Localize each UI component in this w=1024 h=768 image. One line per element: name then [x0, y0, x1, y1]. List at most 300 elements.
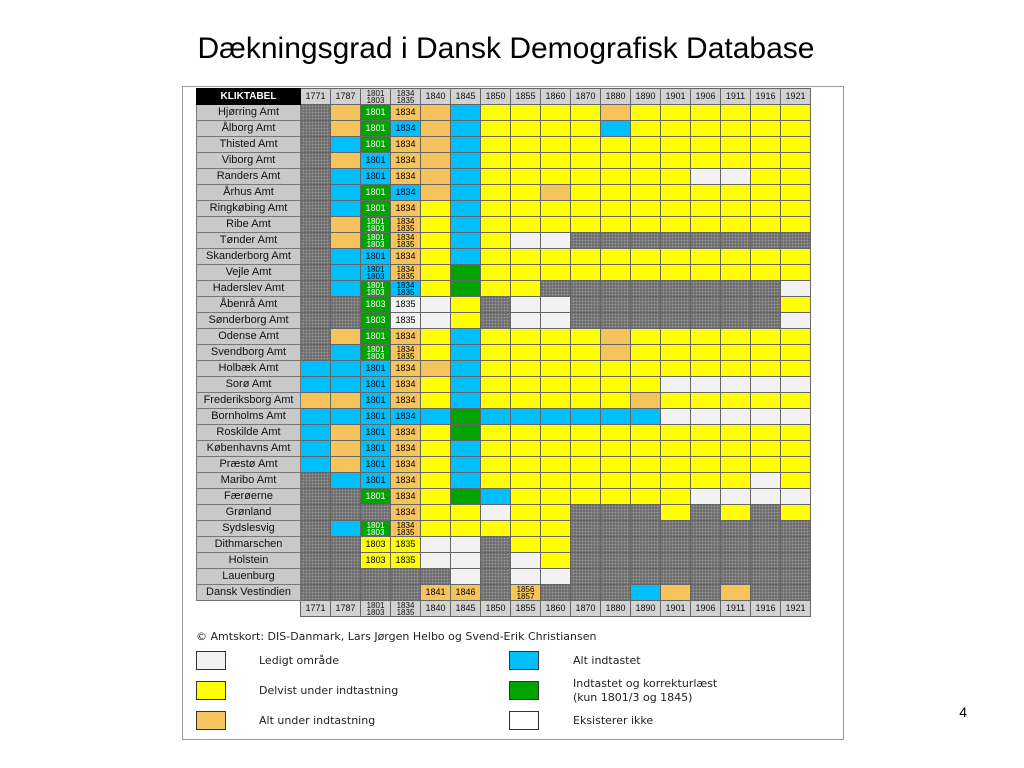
coverage-cell[interactable]: [451, 265, 481, 281]
coverage-cell[interactable]: [511, 409, 541, 425]
coverage-cell[interactable]: [481, 489, 511, 505]
coverage-cell[interactable]: [691, 121, 721, 137]
coverage-cell[interactable]: [511, 457, 541, 473]
coverage-cell[interactable]: [691, 457, 721, 473]
coverage-cell[interactable]: [631, 201, 661, 217]
year-header-1860[interactable]: 1860: [541, 601, 571, 617]
coverage-cell[interactable]: [631, 377, 661, 393]
coverage-cell[interactable]: [541, 569, 571, 585]
coverage-cell[interactable]: 1801 1803: [361, 265, 391, 281]
coverage-cell[interactable]: 1801: [361, 457, 391, 473]
coverage-cell[interactable]: [751, 425, 781, 441]
coverage-cell[interactable]: 1834 1835: [391, 521, 421, 537]
year-header-1855[interactable]: 1855: [511, 89, 541, 105]
coverage-cell[interactable]: [451, 121, 481, 137]
county-label[interactable]: Sydslesvig: [197, 521, 301, 537]
coverage-cell[interactable]: [481, 121, 511, 137]
coverage-cell[interactable]: [691, 425, 721, 441]
coverage-cell[interactable]: [541, 457, 571, 473]
coverage-cell[interactable]: [691, 137, 721, 153]
coverage-cell[interactable]: [511, 521, 541, 537]
coverage-cell[interactable]: [511, 569, 541, 585]
coverage-cell[interactable]: [481, 329, 511, 345]
coverage-cell[interactable]: [751, 345, 781, 361]
year-header-1840[interactable]: 1840: [421, 601, 451, 617]
coverage-cell[interactable]: [541, 505, 571, 521]
coverage-cell[interactable]: [751, 393, 781, 409]
coverage-cell[interactable]: [781, 265, 811, 281]
year-header-1916[interactable]: 1916: [751, 89, 781, 105]
coverage-cell[interactable]: [331, 361, 361, 377]
coverage-cell[interactable]: [601, 473, 631, 489]
coverage-cell[interactable]: 1834: [391, 505, 421, 521]
coverage-cell[interactable]: [451, 377, 481, 393]
coverage-cell[interactable]: [781, 489, 811, 505]
year-header-1911[interactable]: 1911: [721, 601, 751, 617]
county-label[interactable]: Holbæk Amt: [197, 361, 301, 377]
county-label[interactable]: Svendborg Amt: [197, 345, 301, 361]
coverage-cell[interactable]: [721, 489, 751, 505]
coverage-cell[interactable]: [601, 377, 631, 393]
coverage-cell[interactable]: [451, 233, 481, 249]
year-header-1801[interactable]: 1801 1803: [361, 89, 391, 105]
coverage-cell[interactable]: [421, 281, 451, 297]
county-label[interactable]: Vejle Amt: [197, 265, 301, 281]
coverage-cell[interactable]: [751, 249, 781, 265]
coverage-cell[interactable]: [571, 377, 601, 393]
coverage-cell[interactable]: [451, 489, 481, 505]
coverage-cell[interactable]: 1835: [391, 537, 421, 553]
coverage-cell[interactable]: [721, 457, 751, 473]
coverage-cell[interactable]: [451, 153, 481, 169]
coverage-cell[interactable]: [781, 137, 811, 153]
coverage-cell[interactable]: [511, 169, 541, 185]
county-label[interactable]: Århus Amt: [197, 185, 301, 201]
coverage-cell[interactable]: [511, 153, 541, 169]
coverage-cell[interactable]: [481, 105, 511, 121]
coverage-cell[interactable]: [601, 329, 631, 345]
coverage-cell[interactable]: [631, 345, 661, 361]
county-label[interactable]: Præstø Amt: [197, 457, 301, 473]
year-header-1880[interactable]: 1880: [601, 601, 631, 617]
coverage-cell[interactable]: 1834: [391, 473, 421, 489]
coverage-cell[interactable]: [481, 169, 511, 185]
coverage-cell[interactable]: 1834: [391, 169, 421, 185]
county-label[interactable]: Ålborg Amt: [197, 121, 301, 137]
coverage-cell[interactable]: [601, 361, 631, 377]
coverage-cell[interactable]: [571, 329, 601, 345]
coverage-cell[interactable]: [661, 217, 691, 233]
coverage-cell[interactable]: [601, 489, 631, 505]
coverage-cell[interactable]: [421, 329, 451, 345]
coverage-cell[interactable]: [541, 137, 571, 153]
coverage-cell[interactable]: 1801: [361, 121, 391, 137]
coverage-cell[interactable]: [691, 345, 721, 361]
coverage-cell[interactable]: [661, 121, 691, 137]
coverage-cell[interactable]: [421, 537, 451, 553]
coverage-cell[interactable]: 1834: [391, 105, 421, 121]
coverage-cell[interactable]: [541, 425, 571, 441]
coverage-cell[interactable]: [631, 473, 661, 489]
coverage-cell[interactable]: 1835: [391, 297, 421, 313]
coverage-cell[interactable]: [481, 393, 511, 409]
coverage-cell[interactable]: [331, 201, 361, 217]
coverage-cell[interactable]: [481, 185, 511, 201]
coverage-cell[interactable]: [451, 105, 481, 121]
coverage-cell[interactable]: [541, 153, 571, 169]
coverage-cell[interactable]: [451, 505, 481, 521]
coverage-cell[interactable]: [301, 457, 331, 473]
coverage-cell[interactable]: [541, 201, 571, 217]
coverage-cell[interactable]: [631, 329, 661, 345]
coverage-cell[interactable]: [571, 137, 601, 153]
coverage-cell[interactable]: [421, 361, 451, 377]
year-header-1787[interactable]: 1787: [331, 89, 361, 105]
coverage-cell[interactable]: [541, 473, 571, 489]
year-header-1901[interactable]: 1901: [661, 89, 691, 105]
coverage-cell[interactable]: [331, 185, 361, 201]
county-label[interactable]: Bornholms Amt: [197, 409, 301, 425]
year-header-1787[interactable]: 1787: [331, 601, 361, 617]
coverage-cell[interactable]: 1834: [391, 185, 421, 201]
coverage-cell[interactable]: 1801: [361, 377, 391, 393]
coverage-cell[interactable]: [331, 137, 361, 153]
coverage-cell[interactable]: [331, 153, 361, 169]
coverage-cell[interactable]: [451, 521, 481, 537]
coverage-cell[interactable]: [541, 121, 571, 137]
coverage-cell[interactable]: 1801: [361, 441, 391, 457]
coverage-cell[interactable]: [601, 121, 631, 137]
coverage-cell[interactable]: [541, 233, 571, 249]
year-header-1850[interactable]: 1850: [481, 601, 511, 617]
coverage-cell[interactable]: [781, 361, 811, 377]
coverage-cell[interactable]: [781, 457, 811, 473]
coverage-cell[interactable]: [421, 217, 451, 233]
coverage-cell[interactable]: [571, 249, 601, 265]
county-label[interactable]: Ringkøbing Amt: [197, 201, 301, 217]
county-label[interactable]: Randers Amt: [197, 169, 301, 185]
year-header-1906[interactable]: 1906: [691, 89, 721, 105]
coverage-cell[interactable]: 1834 1835: [391, 345, 421, 361]
coverage-cell[interactable]: [751, 361, 781, 377]
coverage-cell[interactable]: [421, 441, 451, 457]
coverage-cell[interactable]: [601, 153, 631, 169]
coverage-cell[interactable]: [631, 153, 661, 169]
coverage-cell[interactable]: [631, 185, 661, 201]
coverage-cell[interactable]: [541, 521, 571, 537]
coverage-cell[interactable]: 1801: [361, 393, 391, 409]
county-label[interactable]: Lauenburg: [197, 569, 301, 585]
coverage-cell[interactable]: [691, 441, 721, 457]
county-label[interactable]: Odense Amt: [197, 329, 301, 345]
coverage-cell[interactable]: [421, 249, 451, 265]
coverage-cell[interactable]: [571, 201, 601, 217]
coverage-cell[interactable]: [331, 521, 361, 537]
coverage-cell[interactable]: [511, 185, 541, 201]
coverage-cell[interactable]: [751, 473, 781, 489]
coverage-cell[interactable]: 1803: [361, 297, 391, 313]
coverage-cell[interactable]: [481, 281, 511, 297]
coverage-cell[interactable]: 1834: [391, 249, 421, 265]
coverage-cell[interactable]: [331, 377, 361, 393]
county-label[interactable]: Hjørring Amt: [197, 105, 301, 121]
coverage-cell[interactable]: [721, 441, 751, 457]
coverage-cell[interactable]: 1834: [391, 329, 421, 345]
county-label[interactable]: Dithmarschen: [197, 537, 301, 553]
coverage-cell[interactable]: [331, 281, 361, 297]
coverage-cell[interactable]: [301, 425, 331, 441]
coverage-cell[interactable]: [601, 217, 631, 233]
year-header-1845[interactable]: 1845: [451, 601, 481, 617]
coverage-cell[interactable]: [661, 441, 691, 457]
coverage-cell[interactable]: [511, 361, 541, 377]
coverage-cell[interactable]: [721, 329, 751, 345]
year-header-1834[interactable]: 1834 1835: [391, 89, 421, 105]
year-header-1911[interactable]: 1911: [721, 89, 751, 105]
coverage-cell[interactable]: 1834: [391, 457, 421, 473]
coverage-cell[interactable]: 1801: [361, 169, 391, 185]
coverage-cell[interactable]: [511, 345, 541, 361]
coverage-cell[interactable]: [721, 201, 751, 217]
coverage-cell[interactable]: 1834: [391, 409, 421, 425]
coverage-cell[interactable]: [481, 521, 511, 537]
coverage-cell[interactable]: 1834: [391, 361, 421, 377]
coverage-cell[interactable]: [571, 441, 601, 457]
year-header-1906[interactable]: 1906: [691, 601, 721, 617]
coverage-cell[interactable]: [331, 249, 361, 265]
coverage-cell[interactable]: [661, 489, 691, 505]
coverage-cell[interactable]: [301, 393, 331, 409]
coverage-cell[interactable]: [631, 489, 661, 505]
county-label[interactable]: Viborg Amt: [197, 153, 301, 169]
coverage-cell[interactable]: [661, 329, 691, 345]
coverage-cell[interactable]: [331, 345, 361, 361]
coverage-cell[interactable]: [511, 489, 541, 505]
coverage-cell[interactable]: [691, 265, 721, 281]
coverage-cell[interactable]: [571, 105, 601, 121]
coverage-cell[interactable]: [781, 153, 811, 169]
coverage-cell[interactable]: [421, 233, 451, 249]
coverage-cell[interactable]: [541, 441, 571, 457]
year-header-1901[interactable]: 1901: [661, 601, 691, 617]
coverage-cell[interactable]: [421, 553, 451, 569]
coverage-cell[interactable]: [541, 185, 571, 201]
coverage-cell[interactable]: [781, 441, 811, 457]
coverage-cell[interactable]: [421, 137, 451, 153]
coverage-cell[interactable]: 1841: [421, 585, 451, 601]
coverage-cell[interactable]: [781, 505, 811, 521]
coverage-cell[interactable]: [541, 393, 571, 409]
county-label[interactable]: Færøerne: [197, 489, 301, 505]
coverage-cell[interactable]: [721, 505, 751, 521]
coverage-cell[interactable]: [451, 217, 481, 233]
coverage-cell[interactable]: [541, 105, 571, 121]
coverage-cell[interactable]: [571, 473, 601, 489]
coverage-cell[interactable]: [721, 249, 751, 265]
coverage-cell[interactable]: [451, 441, 481, 457]
coverage-cell[interactable]: [721, 265, 751, 281]
coverage-cell[interactable]: [451, 393, 481, 409]
coverage-cell[interactable]: 1835: [391, 553, 421, 569]
coverage-cell[interactable]: 1834: [391, 441, 421, 457]
coverage-cell[interactable]: [451, 457, 481, 473]
coverage-cell[interactable]: [691, 377, 721, 393]
coverage-cell[interactable]: [751, 457, 781, 473]
coverage-cell[interactable]: [511, 329, 541, 345]
coverage-cell[interactable]: [691, 361, 721, 377]
coverage-cell[interactable]: [331, 473, 361, 489]
coverage-cell[interactable]: [421, 313, 451, 329]
coverage-cell[interactable]: [421, 377, 451, 393]
coverage-cell[interactable]: 1834 1835: [391, 265, 421, 281]
coverage-cell[interactable]: [451, 473, 481, 489]
coverage-cell[interactable]: [601, 137, 631, 153]
coverage-cell[interactable]: [421, 489, 451, 505]
coverage-cell[interactable]: [721, 585, 751, 601]
coverage-cell[interactable]: [721, 169, 751, 185]
year-header-1870[interactable]: 1870: [571, 601, 601, 617]
coverage-cell[interactable]: [331, 121, 361, 137]
coverage-cell[interactable]: [781, 393, 811, 409]
coverage-cell[interactable]: 1801 1803: [361, 345, 391, 361]
coverage-cell[interactable]: [481, 249, 511, 265]
county-label[interactable]: Tønder Amt: [197, 233, 301, 249]
coverage-cell[interactable]: [661, 585, 691, 601]
coverage-cell[interactable]: [781, 313, 811, 329]
coverage-cell[interactable]: [481, 361, 511, 377]
coverage-cell[interactable]: [661, 361, 691, 377]
coverage-cell[interactable]: 1801: [361, 153, 391, 169]
coverage-cell[interactable]: [601, 457, 631, 473]
coverage-cell[interactable]: [661, 473, 691, 489]
coverage-cell[interactable]: 1834: [391, 393, 421, 409]
coverage-cell[interactable]: [511, 425, 541, 441]
coverage-cell[interactable]: [571, 265, 601, 281]
coverage-cell[interactable]: [661, 201, 691, 217]
coverage-cell[interactable]: 1801: [361, 409, 391, 425]
coverage-cell[interactable]: [781, 473, 811, 489]
coverage-cell[interactable]: [601, 409, 631, 425]
coverage-cell[interactable]: [661, 185, 691, 201]
coverage-cell[interactable]: [421, 265, 451, 281]
coverage-cell[interactable]: [421, 457, 451, 473]
county-label[interactable]: Skanderborg Amt: [197, 249, 301, 265]
county-label[interactable]: Sorø Amt: [197, 377, 301, 393]
coverage-cell[interactable]: [751, 409, 781, 425]
coverage-cell[interactable]: [571, 457, 601, 473]
coverage-cell[interactable]: [481, 137, 511, 153]
coverage-cell[interactable]: [601, 393, 631, 409]
coverage-cell[interactable]: [571, 169, 601, 185]
coverage-cell[interactable]: [421, 297, 451, 313]
coverage-cell[interactable]: [541, 361, 571, 377]
coverage-cell[interactable]: [511, 217, 541, 233]
coverage-cell[interactable]: [481, 409, 511, 425]
coverage-cell[interactable]: [511, 553, 541, 569]
coverage-cell[interactable]: [571, 185, 601, 201]
coverage-cell[interactable]: 1834: [391, 121, 421, 137]
coverage-cell[interactable]: 1801: [361, 489, 391, 505]
coverage-cell[interactable]: [631, 169, 661, 185]
coverage-cell[interactable]: [301, 409, 331, 425]
coverage-cell[interactable]: [541, 313, 571, 329]
coverage-cell[interactable]: [691, 409, 721, 425]
coverage-cell[interactable]: [721, 185, 751, 201]
coverage-cell[interactable]: [541, 489, 571, 505]
coverage-cell[interactable]: [571, 409, 601, 425]
coverage-cell[interactable]: [601, 169, 631, 185]
coverage-cell[interactable]: [721, 121, 751, 137]
coverage-cell[interactable]: [661, 105, 691, 121]
coverage-cell[interactable]: [331, 105, 361, 121]
coverage-cell[interactable]: [451, 537, 481, 553]
county-label[interactable]: Maribo Amt: [197, 473, 301, 489]
coverage-cell[interactable]: [661, 393, 691, 409]
county-label[interactable]: Sønderborg Amt: [197, 313, 301, 329]
coverage-cell[interactable]: [421, 521, 451, 537]
coverage-cell[interactable]: [781, 329, 811, 345]
coverage-cell[interactable]: [601, 185, 631, 201]
coverage-cell[interactable]: 1803: [361, 537, 391, 553]
coverage-cell[interactable]: [751, 121, 781, 137]
coverage-cell[interactable]: [661, 505, 691, 521]
coverage-cell[interactable]: 1801: [361, 105, 391, 121]
coverage-cell[interactable]: [751, 377, 781, 393]
coverage-cell[interactable]: [331, 265, 361, 281]
coverage-cell[interactable]: [511, 297, 541, 313]
coverage-cell[interactable]: [481, 441, 511, 457]
coverage-cell[interactable]: [331, 457, 361, 473]
coverage-cell[interactable]: [751, 441, 781, 457]
coverage-cell[interactable]: [571, 489, 601, 505]
coverage-cell[interactable]: [481, 345, 511, 361]
coverage-cell[interactable]: [691, 105, 721, 121]
county-label[interactable]: Åbenrå Amt: [197, 297, 301, 313]
coverage-cell[interactable]: [421, 153, 451, 169]
coverage-cell[interactable]: [631, 121, 661, 137]
coverage-cell[interactable]: [721, 377, 751, 393]
coverage-cell[interactable]: [331, 393, 361, 409]
coverage-cell[interactable]: [691, 201, 721, 217]
coverage-cell[interactable]: [691, 169, 721, 185]
coverage-cell[interactable]: [781, 297, 811, 313]
coverage-cell[interactable]: [511, 473, 541, 489]
coverage-cell[interactable]: [331, 329, 361, 345]
coverage-cell[interactable]: [661, 425, 691, 441]
year-header-1890[interactable]: 1890: [631, 89, 661, 105]
coverage-cell[interactable]: [451, 409, 481, 425]
coverage-cell[interactable]: [541, 537, 571, 553]
coverage-cell[interactable]: [331, 169, 361, 185]
coverage-cell[interactable]: [541, 169, 571, 185]
coverage-cell[interactable]: [691, 473, 721, 489]
coverage-cell[interactable]: [421, 185, 451, 201]
coverage-cell[interactable]: 1834: [391, 425, 421, 441]
year-header-1921[interactable]: 1921: [781, 89, 811, 105]
coverage-cell[interactable]: [601, 265, 631, 281]
coverage-cell[interactable]: [661, 153, 691, 169]
coverage-cell[interactable]: [511, 201, 541, 217]
coverage-cell[interactable]: 1801: [361, 473, 391, 489]
coverage-cell[interactable]: [721, 473, 751, 489]
coverage-cell[interactable]: [571, 361, 601, 377]
coverage-cell[interactable]: [781, 425, 811, 441]
coverage-cell[interactable]: [451, 249, 481, 265]
coverage-cell[interactable]: [781, 105, 811, 121]
coverage-cell[interactable]: [601, 425, 631, 441]
coverage-cell[interactable]: [421, 169, 451, 185]
coverage-cell[interactable]: [781, 377, 811, 393]
